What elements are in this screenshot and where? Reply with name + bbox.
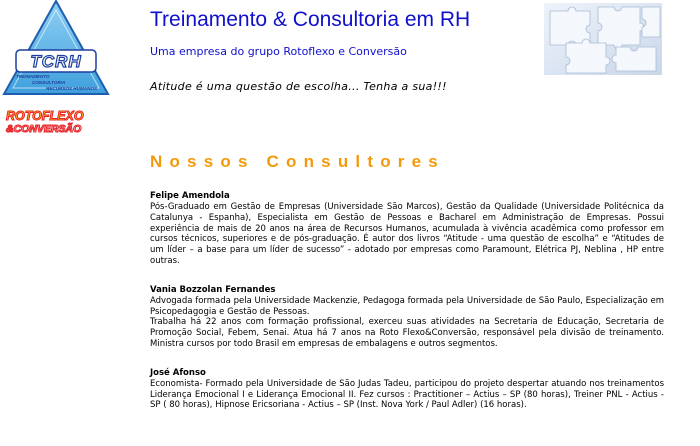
consultant-bio	[150, 202, 664, 267]
tcrh-logo	[2, 0, 110, 96]
motto: Atitude é uma questão de escolha... Tenha a sua!!!	[150, 80, 447, 93]
consultant-name: José Afonso	[150, 367, 206, 378]
logo-sub-3: RECURSOS HUMANOS	[46, 86, 98, 91]
consultant-name: Vania Bozzolan Fernandes	[150, 284, 276, 295]
consultant-name: Felipe Amendola	[150, 191, 230, 201]
consultant-bio	[150, 379, 664, 411]
logo-sub-1: TREINAMENTO	[16, 74, 50, 79]
bio-paragraph: Trabalha há 22 anos com formação profissional, exerceu suas atividades na Secretaria de Educação, Secretaria de Promoção Social, Febem, Senai. Atua há 7 anos na Roto Flexo&Conversão, responsável pela divisão de treinamento. Ministra cursos por todo Brasil em empresas de embalagens e outros segmentos.	[150, 317, 664, 349]
consultant-list	[150, 191, 664, 429]
site-subtitle: Uma empresa do grupo Rotoflexo e Conversão	[150, 45, 407, 58]
partner-logo-line-2: &CONVERSÃO	[6, 123, 82, 134]
partner-logo-line-1: ROTOFLEXO	[6, 109, 84, 123]
rotoflexo-logo	[4, 108, 106, 134]
logo-sub-2: CONSULTORIA	[32, 80, 66, 85]
consultant-item	[150, 368, 664, 411]
consultant-bio	[150, 296, 664, 350]
puzzle-image	[544, 3, 662, 75]
bio-paragraph: Pós-Graduado em Gestão de Empresas (Universidade São Marcos), Gestão da Qualidade (Universidade Politécnica da Catalunya - Espanha), Especialista em Gestão de Pessoas e Bacharel em Administração de Empresas. Possui experiência de mais de 20 anos na área de Recursos Humanos, acumulada à vivência acadêmica como professor em cursos técnicos, superiores e de pós-graduação. É autor dos livros “Atitude - uma questão de escolha” e “Atitudes de um líder – a base para um líder de sucesso” - adotado por empresas como Paramount, Elétrica PJ, Neblina , HP entre outras.	[150, 202, 664, 266]
section-heading: Nossos Consultores	[150, 152, 445, 171]
consultant-item	[150, 191, 664, 267]
bio-paragraph: Economista- Formado pela Universidade de São Judas Tadeu, participou do projeto despertar atuando nos treinamentos Liderança Emocional I e Liderança Emocional II. Fez cursos : Practitioner – Actius – SP (80 horas), Treiner PNL - Actius - SP ( 80 horas), Hipnose Ericsoriana - Actius – SP (Inst. Nova York / Paul Adler) (16 horas).	[150, 378, 664, 411]
logo-text: TCRH	[30, 52, 82, 71]
site-title: Treinamento & Consultoria em RH	[150, 8, 471, 31]
bio-paragraph: Advogada formada pela Universidade Mackenzie, Pedagoga formada pela Universidade de São Paulo, Especialização em Psicopedagogia e Gestão de Pessoas.	[150, 295, 664, 317]
consultant-item	[150, 285, 664, 350]
